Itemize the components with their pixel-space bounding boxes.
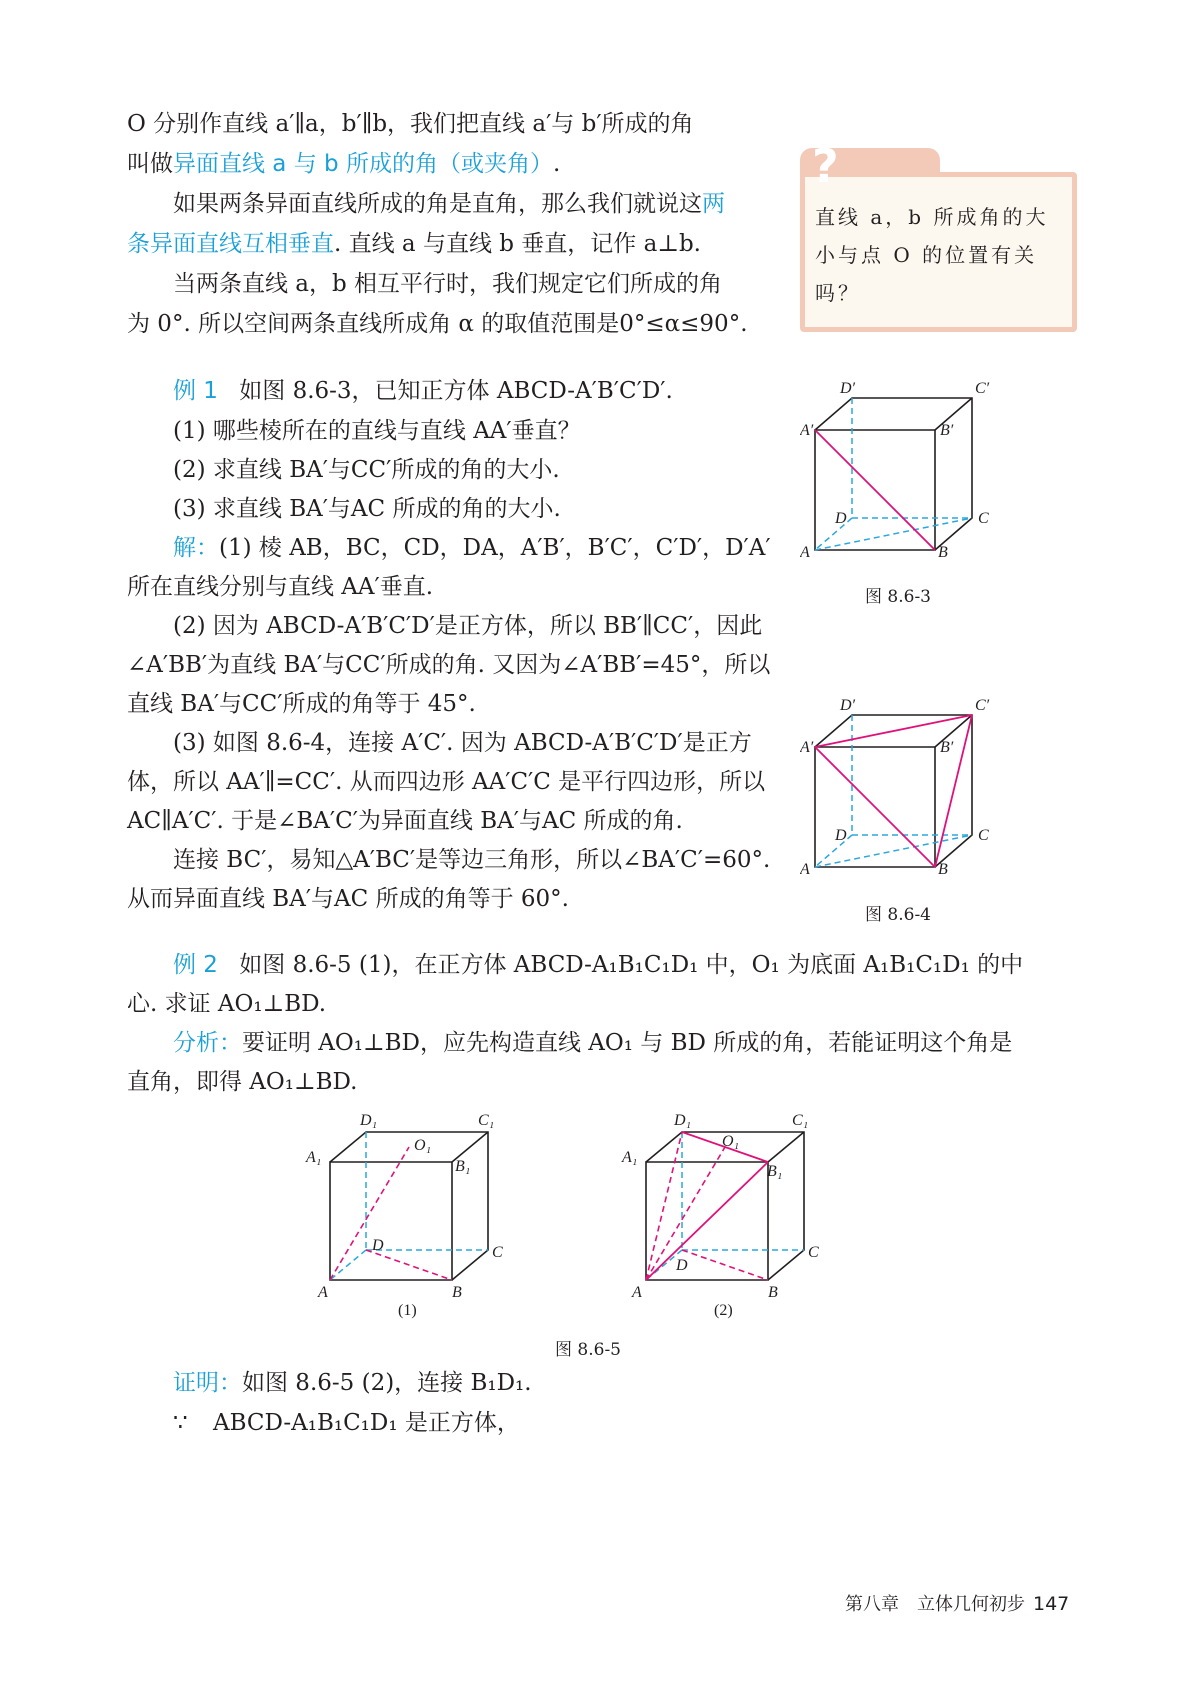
vertex-label: A₁ [622, 1149, 638, 1166]
vertex-label: A₁ [306, 1149, 322, 1166]
page-number: 147 [1033, 1593, 1070, 1615]
solution-line: AC∥A′C′. 于是∠BA′C′为异面直线 BA′与AC 所成的角. [127, 808, 683, 834]
text: . 直线 a 与直线 b 垂直，记作 a⊥b. [334, 231, 701, 257]
para-line [173, 183, 725, 225]
solution-line: 体，所以 AA′∥=CC′. 从而四边形 AA′C′C 是平行四边形，所以 [127, 769, 766, 795]
vertex-label: B₁ [455, 1158, 471, 1175]
vertex-label: A [800, 861, 810, 878]
vertex-label: D [372, 1237, 384, 1254]
text: 如图 8.6-3，已知正方体 ABCD-A′B′C′D′. [239, 378, 673, 404]
vertex-label: C′ [975, 697, 990, 714]
para-line: 为 0°. 所以空间两条直线所成角 α 的取值范围是0°≤α≤90°. [127, 311, 748, 337]
vertex-label: B [768, 1284, 778, 1301]
cube-back-edges [815, 715, 972, 867]
cube-back-edges [330, 1132, 488, 1280]
example-label: 例 2 [173, 952, 218, 978]
text: 如果两条异面直线所成的角是直角，那么我们就说这 [173, 191, 702, 217]
vertex-label: A′ [800, 422, 814, 439]
solution-line: 连接 BC′，易知△A′BC′是等边三角形，所以∠BA′C′=60°. [173, 847, 771, 873]
vertex-label: D [676, 1257, 688, 1274]
subfigure-label: (2) [714, 1302, 733, 1319]
vertex-label: C₁ [478, 1112, 495, 1129]
para-line [127, 103, 694, 145]
figure-8-6-5-2 [620, 1105, 850, 1320]
vertex-label: O₁ [722, 1133, 740, 1150]
term-perpendicular: 两 [702, 191, 725, 217]
text: . [552, 151, 561, 177]
solution-line: 从而异面直线 BA′与AC 所成的角等于 60°. [127, 886, 569, 912]
text: 要证明 AO₁⊥BD，应先构造直线 AO₁ 与 BD 所成的角，若能证明这个角是 [242, 1030, 1013, 1056]
vertex-label: A′ [800, 739, 814, 756]
text: ABCD-A₁B₁C₁D₁ 是正方体， [212, 1410, 520, 1436]
text: 叫做 [127, 151, 173, 177]
vertex-label: D′ [840, 380, 856, 397]
vertex-label: B′ [940, 422, 954, 439]
vertex-label: B [938, 544, 948, 561]
vertex-label: C′ [975, 380, 990, 397]
page-footer [845, 1590, 1069, 1616]
line-ba1 [815, 430, 935, 550]
vertex-label: B [452, 1284, 462, 1301]
vertex-label: O₁ [414, 1137, 432, 1154]
subfigure-label: (1) [398, 1302, 417, 1319]
proof-line [173, 1362, 532, 1404]
analysis-label: 分析： [173, 1030, 242, 1056]
vertex-label: D [835, 827, 847, 844]
vertex-label: A [318, 1284, 328, 1301]
vertex-label: B [938, 861, 948, 878]
vertex-label: B′ [940, 739, 954, 756]
solution-line: 所在直线分别与直线 AA′垂直. [127, 574, 434, 600]
proof-label: 证明： [173, 1370, 242, 1396]
cube-edge [768, 1132, 804, 1162]
chapter-title: 第八章 立体几何初步 [845, 1594, 1025, 1615]
vertex-label: C [492, 1244, 503, 1261]
text: 如图 8.6-5 (1)，在正方体 ABCD-A₁B₁C₁D₁ 中，O₁ 为底面 A₁B₁C₁D₁ 的中 [239, 952, 1024, 978]
vertex-label: D′ [840, 697, 856, 714]
text: (1) 棱 AB，BC，CD，DA，A′B′，B′C′，C′D′，D′A′ [219, 535, 771, 561]
para-line: 当两条直线 a，b 相互平行时，我们规定它们所成的角 [173, 271, 723, 297]
vertex-label: A [800, 544, 810, 561]
vertex-label: D₁ [674, 1112, 692, 1129]
vertex-label: D₁ [360, 1112, 378, 1129]
solution-line: (3) 如图 8.6-4，连接 A′C′. 因为 ABCD-A′B′C′D′是正方 [173, 730, 752, 756]
para-line [127, 223, 701, 265]
hidden-edge [330, 1250, 366, 1280]
line-bd [366, 1250, 452, 1280]
vertex-label: C [808, 1244, 819, 1261]
solution-line [173, 527, 771, 569]
line-bd [682, 1250, 768, 1280]
solution-line: (2) 因为 ABCD-A′B′C′D′是正方体，所以 BB′∥CC′，因此 [173, 613, 763, 639]
figure-caption: 图 8.6-4 [865, 905, 931, 925]
vertex-label: B₁ [767, 1163, 783, 1180]
question-3: (3) 求直线 BA′与AC 所成的角的大小. [173, 496, 561, 522]
solution-label: 解： [173, 535, 219, 561]
proof-line [173, 1402, 520, 1444]
cube-front-face [330, 1162, 452, 1280]
example-2-line: 心. 求证 AO₁⊥BD. [127, 991, 327, 1017]
because-symbol: ∵ [173, 1410, 188, 1436]
question-icon: ? [812, 139, 839, 193]
figure-8-6-5-1 [300, 1105, 530, 1320]
example-2-title [173, 944, 1023, 986]
figure-caption: 图 8.6-5 [555, 1340, 621, 1360]
vertex-label: D [835, 510, 847, 527]
analysis-line [173, 1022, 1012, 1064]
line-bc1 [935, 715, 972, 867]
term-skew-angle: 异面直线 a 与 b 所成的角（或夹角） [173, 151, 553, 177]
figure-caption: 图 8.6-3 [865, 587, 931, 607]
solution-line: ∠A′BB′为直线 BA′与CC′所成的角. 又因为∠A′BB′=45°，所以 [127, 652, 771, 678]
vertex-label: C [978, 510, 989, 527]
text: 如图 8.6-5 (2)，连接 B₁D₁. [242, 1370, 532, 1396]
vertex-label: A [632, 1284, 642, 1301]
question-2: (2) 求直线 BA′与CC′所成的角的大小. [173, 457, 560, 483]
note-text: 直线 a，b 所成角的大小与点 O 的位置有关吗？ [815, 205, 1049, 305]
example-label: 例 1 [173, 378, 218, 404]
line-ab1 [646, 1162, 768, 1280]
term-perpendicular: 条异面直线互相垂直 [127, 231, 334, 257]
para-line [127, 143, 560, 185]
vertex-label: C₁ [792, 1112, 809, 1129]
figure-8-6-3 [800, 375, 1030, 565]
analysis-line: 直角，即得 AO₁⊥BD. [127, 1069, 358, 1095]
question-1: (1) 哪些棱所在的直线与直线 AA′垂直？ [173, 418, 581, 444]
text: O 分别作直线 a′∥a，b′∥b，我们把直线 a′与 b′所成的角 [127, 111, 694, 137]
cube-back-edges [815, 398, 972, 550]
example-1-title [173, 370, 673, 412]
vertex-label: C [978, 827, 989, 844]
solution-line: 直线 BA′与CC′所成的角等于 45°. [127, 691, 476, 717]
line-ba1 [815, 747, 935, 867]
figure-8-6-4 [800, 692, 1030, 882]
